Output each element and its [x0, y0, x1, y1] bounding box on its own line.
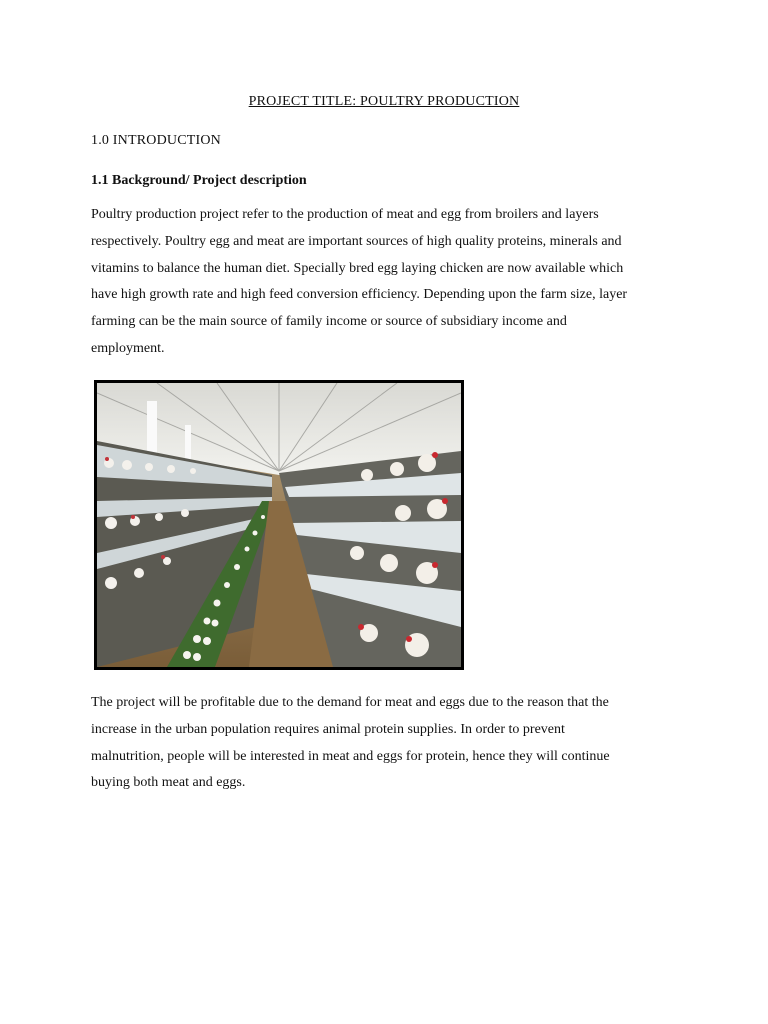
paragraph-background [91, 202, 691, 363]
paragraph-line: buying both meat and eggs. [91, 775, 246, 791]
poultry-house-photo [94, 380, 464, 670]
paragraph-line: have high growth rate and high feed conversion efficiency. Depending upon the farm size, layer [91, 287, 628, 303]
paragraph-line: vitamins to balance the human diet. Specially bred egg laying chicken are now available which [91, 260, 624, 276]
paragraph-line: increase in the urban population requires animal protein supplies. In order to prevent [91, 721, 565, 737]
paragraph-line: farming can be the main source of family income or source of subsidiary income and [91, 314, 567, 330]
section-heading: 1.0 INTRODUCTION [91, 133, 221, 148]
poultry-house-illustration [97, 383, 461, 667]
paragraph-profitability [91, 690, 691, 797]
project-title: PROJECT TITLE: POULTRY PRODUCTION [248, 94, 520, 109]
paragraph-line: employment. [91, 340, 165, 356]
paragraph-line: malnutrition, people will be interested in meat and eggs for protein, hence they will continue [91, 748, 610, 764]
paragraph-line: The project will be profitable due to the demand for meat and eggs due to the reason that the [91, 695, 609, 710]
paragraph-line: Poultry production project refer to the production of meat and egg from broilers and layers [91, 207, 599, 222]
subsection-heading: 1.1 Background/ Project description [91, 173, 307, 188]
paragraph-line: respectively. Poultry egg and meat are important sources of high quality proteins, minerals and [91, 233, 622, 249]
